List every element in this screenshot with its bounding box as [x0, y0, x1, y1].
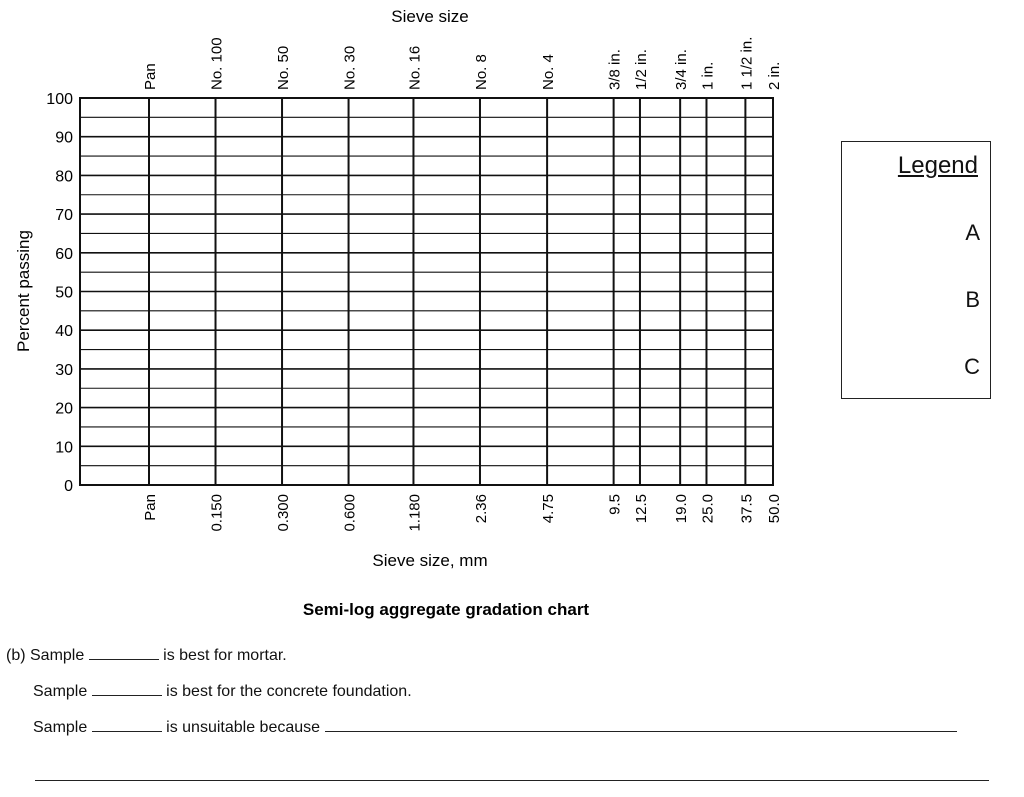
question-3-prefix: Sample — [33, 719, 88, 736]
chart-title: Semi-log aggregate gradation chart — [302, 600, 590, 619]
bottom-sieve-label: 4.75 — [540, 494, 558, 524]
question-line-1 — [6, 645, 287, 665]
top-sieve-label: No. 50 — [275, 45, 293, 90]
question-2-prefix: Sample — [33, 683, 88, 700]
x-axis-label: Sieve size, mm — [372, 551, 488, 570]
bottom-sieve-label: 0.150 — [208, 494, 226, 532]
bottom-sieve-label: 12.5 — [632, 494, 650, 524]
answer-blank-2[interactable] — [92, 681, 162, 696]
bottom-sieve-label: 19.0 — [673, 494, 691, 524]
y-tick-label: 80 — [55, 168, 73, 186]
bottom-sieve-label: 0.300 — [275, 494, 293, 532]
top-sieve-labels — [142, 37, 783, 90]
legend-item-b: B — [965, 287, 980, 312]
y-axis-label: Percent passing — [14, 230, 33, 352]
y-tick-labels — [46, 91, 73, 495]
top-sieve-label: 3/8 in. — [606, 49, 624, 90]
top-sieve-label: No. 4 — [540, 54, 558, 90]
bottom-sieve-label: 2.36 — [472, 494, 490, 524]
y-tick-label: 50 — [55, 284, 73, 302]
top-sieve-label: 1 in. — [699, 61, 717, 90]
question-3-suffix: is unsuitable because — [166, 719, 321, 736]
top-sieve-label: No. 8 — [472, 54, 490, 90]
question-1-suffix: is best for mortar. — [163, 647, 287, 664]
legend-title: Legend — [897, 152, 978, 179]
bottom-sieve-label: 9.5 — [606, 494, 624, 515]
top-sieve-label: No. 100 — [208, 37, 226, 90]
y-tick-label: 10 — [55, 439, 73, 457]
legend-box — [841, 141, 991, 399]
bottom-sieve-label: 50.0 — [766, 494, 783, 524]
top-sieve-label: Pan — [142, 63, 159, 90]
question-line-2 — [33, 681, 412, 701]
bottom-sieve-labels — [142, 494, 783, 532]
y-tick-label: 70 — [55, 207, 73, 225]
top-sieve-label: 1 1/2 in. — [738, 36, 756, 90]
y-tick-label: 0 — [64, 478, 73, 495]
bottom-sieve-label: 0.600 — [341, 494, 359, 532]
top-sieve-label: No. 16 — [406, 45, 424, 90]
top-sieve-label: 2 in. — [766, 61, 783, 90]
y-tick-label: 20 — [55, 400, 73, 418]
bottom-sieve-label: 37.5 — [738, 494, 756, 524]
legend-item-c: C — [964, 354, 980, 379]
y-tick-label: 90 — [55, 129, 73, 147]
legend-item-a: A — [965, 220, 980, 245]
question-1-prefix: (b) Sample — [6, 647, 85, 664]
top-sieve-label: 3/4 in. — [673, 49, 691, 90]
answer-blank-reason[interactable] — [325, 717, 957, 732]
question-line-3 — [33, 717, 957, 737]
answer-blank-3[interactable] — [92, 717, 162, 732]
y-tick-label: 100 — [46, 91, 73, 108]
bottom-sieve-label: 1.180 — [406, 494, 424, 532]
top-axis-label: Sieve size — [391, 7, 469, 26]
answer-blank-continuation[interactable] — [35, 780, 989, 781]
answer-blank-1[interactable] — [89, 645, 159, 660]
bottom-sieve-label: 25.0 — [699, 494, 717, 524]
bottom-sieve-label: Pan — [142, 494, 159, 521]
y-tick-label: 60 — [55, 245, 73, 263]
top-sieve-label: 1/2 in. — [632, 49, 650, 90]
y-tick-label: 40 — [55, 323, 73, 341]
top-sieve-label: No. 30 — [341, 45, 359, 90]
question-2-suffix: is best for the concrete foundation. — [166, 683, 412, 700]
y-tick-label: 30 — [55, 361, 73, 379]
